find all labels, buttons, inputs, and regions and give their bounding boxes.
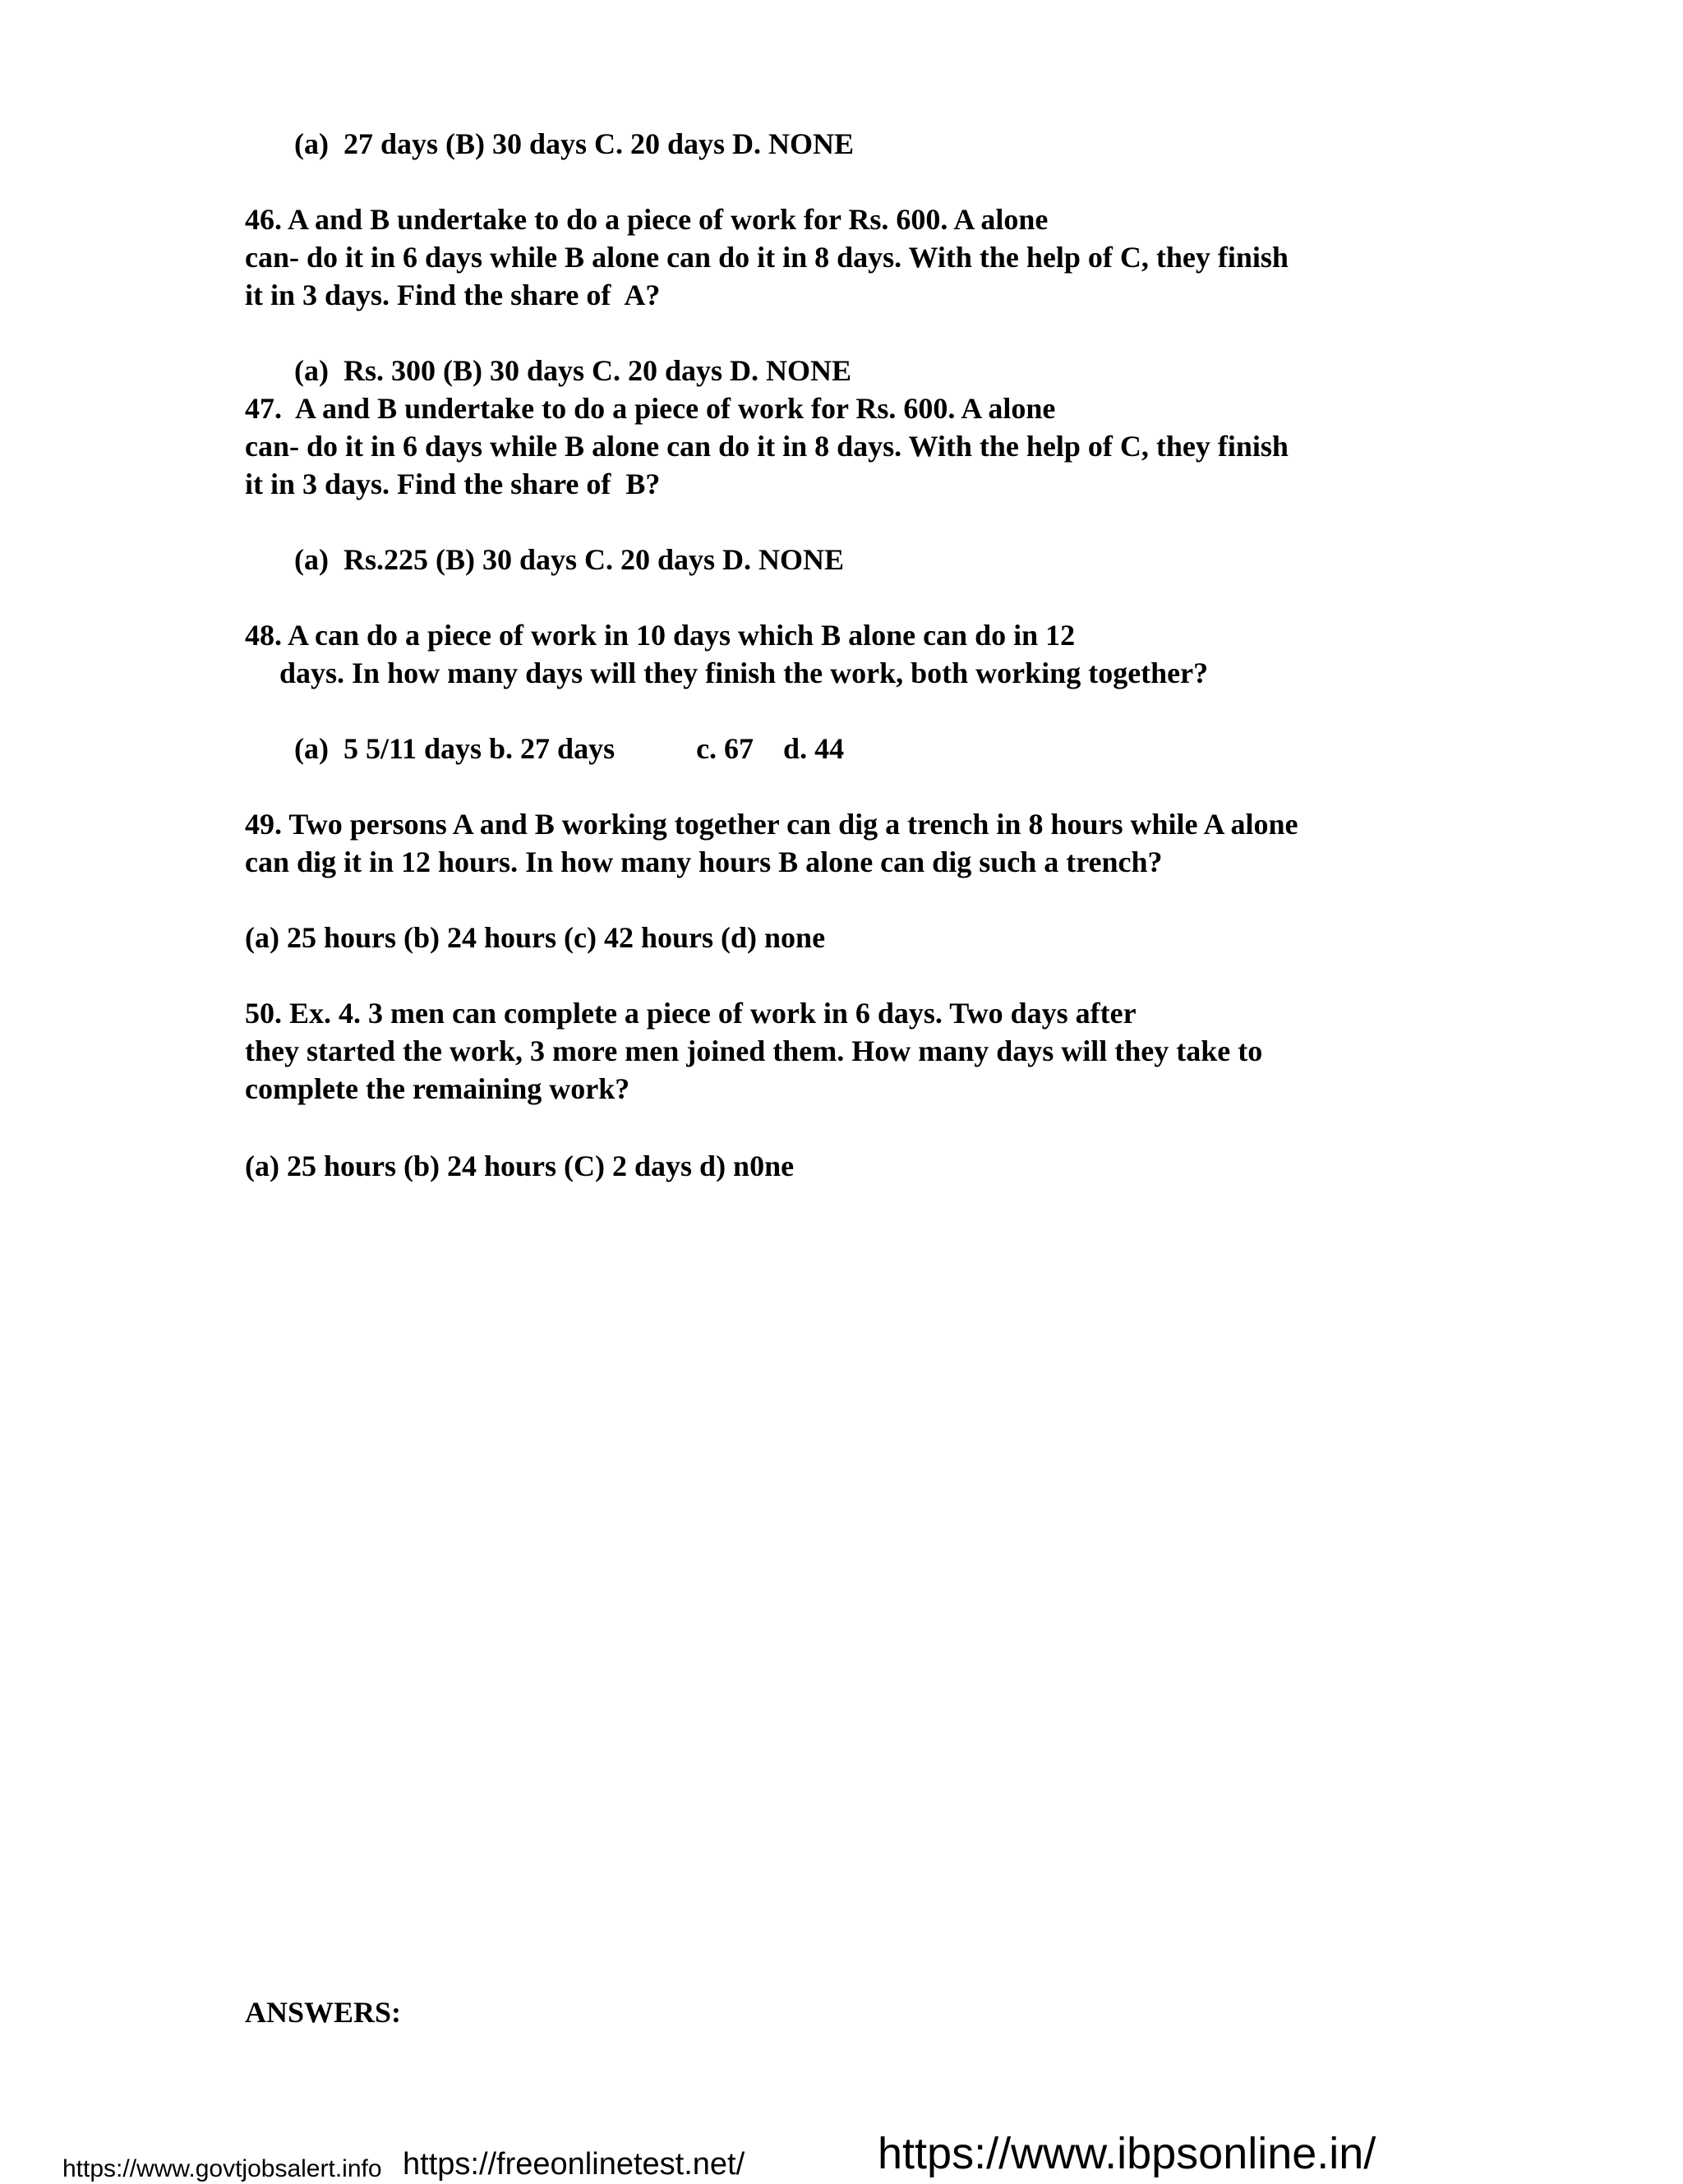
q46-text-line1: 46. A and B undertake to do a piece of work for Rs. 600. A alone (245, 203, 1049, 236)
q48-text-line1: 48. A can do a piece of work in 10 days which B alone can do in 12 (245, 619, 1076, 652)
q49-text-line1: 49. Two persons A and B working together can dig a trench in 8 hours while A alone (245, 808, 1298, 841)
q48-text-line2: days. In how many days will they finish the work, both working together? (279, 657, 1209, 689)
footer-link-ibpsonline[interactable]: https://www.ibpsonline.in/ (878, 2129, 1376, 2178)
q46-text-line2: can- do it in 6 days while B alone can do it in 8 days. With the help of C, they finish (245, 241, 1289, 274)
q49-options: (a) 25 hours (b) 24 hours (c) 42 hours (d) none (245, 921, 826, 954)
q48-options: (a) 5 5/11 days b. 27 days c. 67 d. 44 (294, 732, 845, 765)
q50-text-line3: complete the remaining work? (245, 1072, 630, 1105)
q47-text-line2: can- do it in 6 days while B alone can do it in 8 days. With the help of C, they finish (245, 430, 1289, 463)
q47-text-line1: 47. A and B undertake to do a piece of work for Rs. 600. A alone (245, 392, 1056, 425)
q46-text-line3: it in 3 days. Find the share of A? (245, 279, 661, 311)
q47-options: (a) Rs.225 (B) 30 days C. 20 days D. NONE (294, 543, 845, 576)
footer-link-govtjobsalert[interactable]: https://www.govtjobsalert.info (62, 2155, 382, 2182)
q49-text-line2: can dig it in 12 hours. In how many hours B alone can dig such a trench? (245, 845, 1163, 878)
q50-text-line2: they started the work, 3 more men joined them. How many days will they take to (245, 1034, 1263, 1067)
footer-link-freeonlinetest[interactable]: https://freeonlinetest.net/ (403, 2147, 745, 2182)
q47-text-line3: it in 3 days. Find the share of B? (245, 468, 661, 500)
q45-options: (a) 27 days (B) 30 days C. 20 days D. NONE (294, 127, 855, 160)
q46-options: (a) Rs. 300 (B) 30 days C. 20 days D. NONE (294, 354, 852, 387)
q50-text-line1: 50. Ex. 4. 3 men can complete a piece of work in 6 days. Two days after (245, 997, 1137, 1030)
q50-options: (a) 25 hours (b) 24 hours (C) 2 days d) n0ne (245, 1150, 795, 1182)
answers-heading: ANSWERS: (245, 1996, 402, 2029)
